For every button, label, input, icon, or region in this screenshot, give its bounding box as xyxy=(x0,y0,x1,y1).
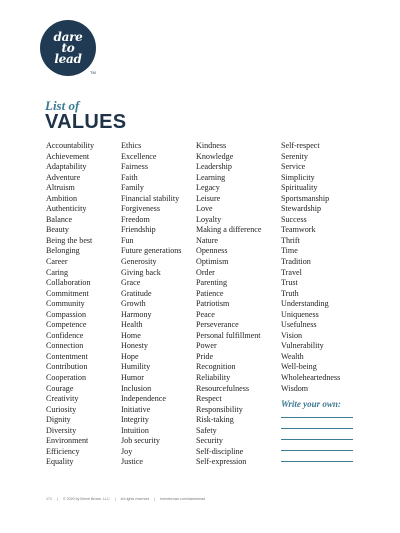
value-item: Order xyxy=(196,267,215,277)
value-item: Success xyxy=(281,214,307,224)
value-item: Intuition xyxy=(121,425,149,435)
value-item: Courage xyxy=(46,383,74,393)
value-item: Achievement xyxy=(46,151,90,161)
value-item: Equality xyxy=(46,457,74,467)
value-item: Future generations xyxy=(121,246,182,256)
value-item: Leadership xyxy=(196,162,232,172)
value-item: Environment xyxy=(46,436,89,446)
value-item: Adventure xyxy=(46,172,81,182)
value-item: Recognition xyxy=(196,362,236,372)
value-item: Leisure xyxy=(196,193,221,203)
value-item: Adaptability xyxy=(46,162,87,172)
value-item: Giving back xyxy=(121,267,161,277)
value-item: Integrity xyxy=(121,415,149,425)
value-item: Belonging xyxy=(46,246,80,256)
value-item: Love xyxy=(196,204,213,214)
value-item: Knowledge xyxy=(196,151,234,161)
value-item: Competence xyxy=(46,320,87,330)
value-item: Being the best xyxy=(46,235,93,245)
value-item: Perseverance xyxy=(196,320,239,330)
value-item: Commitment xyxy=(46,288,89,298)
footer-url: brenebrown.com/daretolead xyxy=(160,497,205,501)
value-item: Safety xyxy=(196,425,217,435)
footer-separator: | xyxy=(57,497,58,501)
values-title: VALUES xyxy=(45,111,127,133)
value-item: Dignity xyxy=(46,415,71,425)
logo-line-1: dare xyxy=(53,29,83,44)
value-item: Risk-taking xyxy=(196,415,234,425)
write-line-5[interactable] xyxy=(281,461,353,462)
write-line-2[interactable] xyxy=(281,428,353,429)
value-item: Power xyxy=(196,341,217,351)
value-item: Community xyxy=(46,299,85,309)
value-item: Peace xyxy=(196,309,215,319)
value-item: Wholeheartedness xyxy=(281,373,341,383)
trademark-mark: TM xyxy=(90,70,96,75)
value-item: Respect xyxy=(196,394,222,404)
values-column-2 xyxy=(121,141,181,468)
value-item: Confidence xyxy=(46,330,84,340)
value-item: Service xyxy=(281,162,306,172)
value-item: Spirituality xyxy=(281,183,318,193)
value-item: Connection xyxy=(46,341,84,351)
value-item: Gratitude xyxy=(121,288,152,298)
write-line-1[interactable] xyxy=(281,417,353,418)
value-item: Initiative xyxy=(121,404,151,414)
value-item: Fairness xyxy=(121,162,148,172)
value-item: Job security xyxy=(121,436,160,446)
value-item: Family xyxy=(121,183,144,193)
list-of-heading: List of xyxy=(45,98,80,113)
value-item: Serenity xyxy=(281,151,308,161)
value-item: Curiosity xyxy=(46,404,77,414)
logo-line-2: to xyxy=(61,40,75,55)
value-item: Altruism xyxy=(46,183,75,193)
value-item: Beauty xyxy=(46,225,69,235)
value-item: Patriotism xyxy=(196,299,230,309)
value-item: Authenticity xyxy=(46,204,87,214)
value-item: Growth xyxy=(121,299,146,309)
value-item: Honesty xyxy=(121,341,148,351)
value-item: Time xyxy=(281,246,298,256)
value-item: Nature xyxy=(196,235,219,245)
value-item: Accountability xyxy=(46,141,95,150)
value-item: Self-respect xyxy=(281,141,320,150)
copyright-text: © 2020 by Brené Brown, LLC xyxy=(62,497,110,501)
value-item: Well-being xyxy=(281,362,317,372)
value-item: Sportsmanship xyxy=(281,193,330,203)
value-item: Faith xyxy=(121,172,138,182)
value-item: Usefulness xyxy=(281,320,317,330)
value-item: Self-expression xyxy=(196,457,247,467)
value-item: Joy xyxy=(121,446,133,456)
value-item: Forgiveness xyxy=(121,204,160,214)
value-item: Balance xyxy=(46,214,73,224)
value-item: Stewardship xyxy=(281,204,322,214)
value-item: Thrift xyxy=(281,235,300,245)
value-item: Compassion xyxy=(46,309,87,319)
value-item: Resourcefulness xyxy=(196,383,250,393)
value-item: Personal fulfillment xyxy=(196,330,261,340)
value-item: Self-discipline xyxy=(196,446,244,456)
value-item: Generosity xyxy=(121,257,157,267)
value-item: Vision xyxy=(281,330,303,340)
value-item: Contentment xyxy=(46,351,88,361)
value-item: Understanding xyxy=(281,299,329,309)
value-item: Humility xyxy=(121,362,151,372)
value-item: Openness xyxy=(196,246,228,256)
value-item: Trust xyxy=(281,278,298,288)
value-item: Health xyxy=(121,320,143,330)
values-column-3 xyxy=(196,141,261,468)
rights-text: All rights reserved xyxy=(120,497,150,501)
values-column-1 xyxy=(46,141,94,468)
value-item: Parenting xyxy=(196,278,228,288)
value-item: Humor xyxy=(121,373,144,383)
value-item: Ambition xyxy=(46,193,78,203)
write-line-4[interactable] xyxy=(281,450,353,451)
write-your-own-heading: Write your own: xyxy=(281,399,341,409)
values-column-4 xyxy=(281,141,340,394)
write-line-3[interactable] xyxy=(281,439,353,440)
value-item: Simplicity xyxy=(281,172,315,182)
value-item: Excellence xyxy=(121,151,157,161)
value-item: Independence xyxy=(121,394,166,404)
value-item: Contribution xyxy=(46,362,88,372)
value-item: Pride xyxy=(196,351,214,361)
value-item: Teamwork xyxy=(281,225,316,235)
value-item: Collaboration xyxy=(46,278,91,288)
value-item: Travel xyxy=(281,267,302,277)
value-item: Loyalty xyxy=(196,214,222,224)
value-item: Security xyxy=(196,436,223,446)
value-item: Legacy xyxy=(196,183,220,193)
value-item: Home xyxy=(121,330,141,340)
value-item: Uniqueness xyxy=(281,309,319,319)
value-item: Responsibility xyxy=(196,404,243,414)
value-item: Wisdom xyxy=(281,383,309,393)
value-item: Efficiency xyxy=(46,446,80,456)
value-item: Justice xyxy=(121,457,144,467)
value-item: Optimism xyxy=(196,257,229,267)
page-footer xyxy=(46,497,209,501)
value-item: Tradition xyxy=(281,257,311,267)
value-item: Fun xyxy=(121,235,134,245)
value-item: Friendship xyxy=(121,225,156,235)
value-item: Wealth xyxy=(281,351,304,361)
dare-to-lead-logo xyxy=(40,20,96,76)
value-item: Freedom xyxy=(121,214,150,224)
page-number: 171 xyxy=(46,497,52,501)
footer-separator: | xyxy=(154,497,156,501)
value-item: Learning xyxy=(196,172,226,182)
value-item: Vulnerability xyxy=(281,341,324,351)
value-item: Ethics xyxy=(121,141,142,150)
value-item: Harmony xyxy=(121,309,152,319)
value-item: Grace xyxy=(121,278,141,288)
value-item: Kindness xyxy=(196,141,227,150)
value-item: Career xyxy=(46,257,68,267)
logo-line-3: lead xyxy=(54,51,82,66)
value-item: Patience xyxy=(196,288,224,298)
value-item: Cooperation xyxy=(46,373,87,383)
value-item: Reliability xyxy=(196,373,231,383)
value-item: Diversity xyxy=(46,425,77,435)
value-item: Inclusion xyxy=(121,383,152,393)
footer-separator: | xyxy=(114,497,116,501)
value-item: Hope xyxy=(121,351,139,361)
value-item: Truth xyxy=(281,288,299,298)
value-item: Caring xyxy=(46,267,69,277)
value-item: Making a difference xyxy=(196,225,262,235)
value-item: Creativity xyxy=(46,394,79,404)
value-item: Financial stability xyxy=(121,193,180,203)
